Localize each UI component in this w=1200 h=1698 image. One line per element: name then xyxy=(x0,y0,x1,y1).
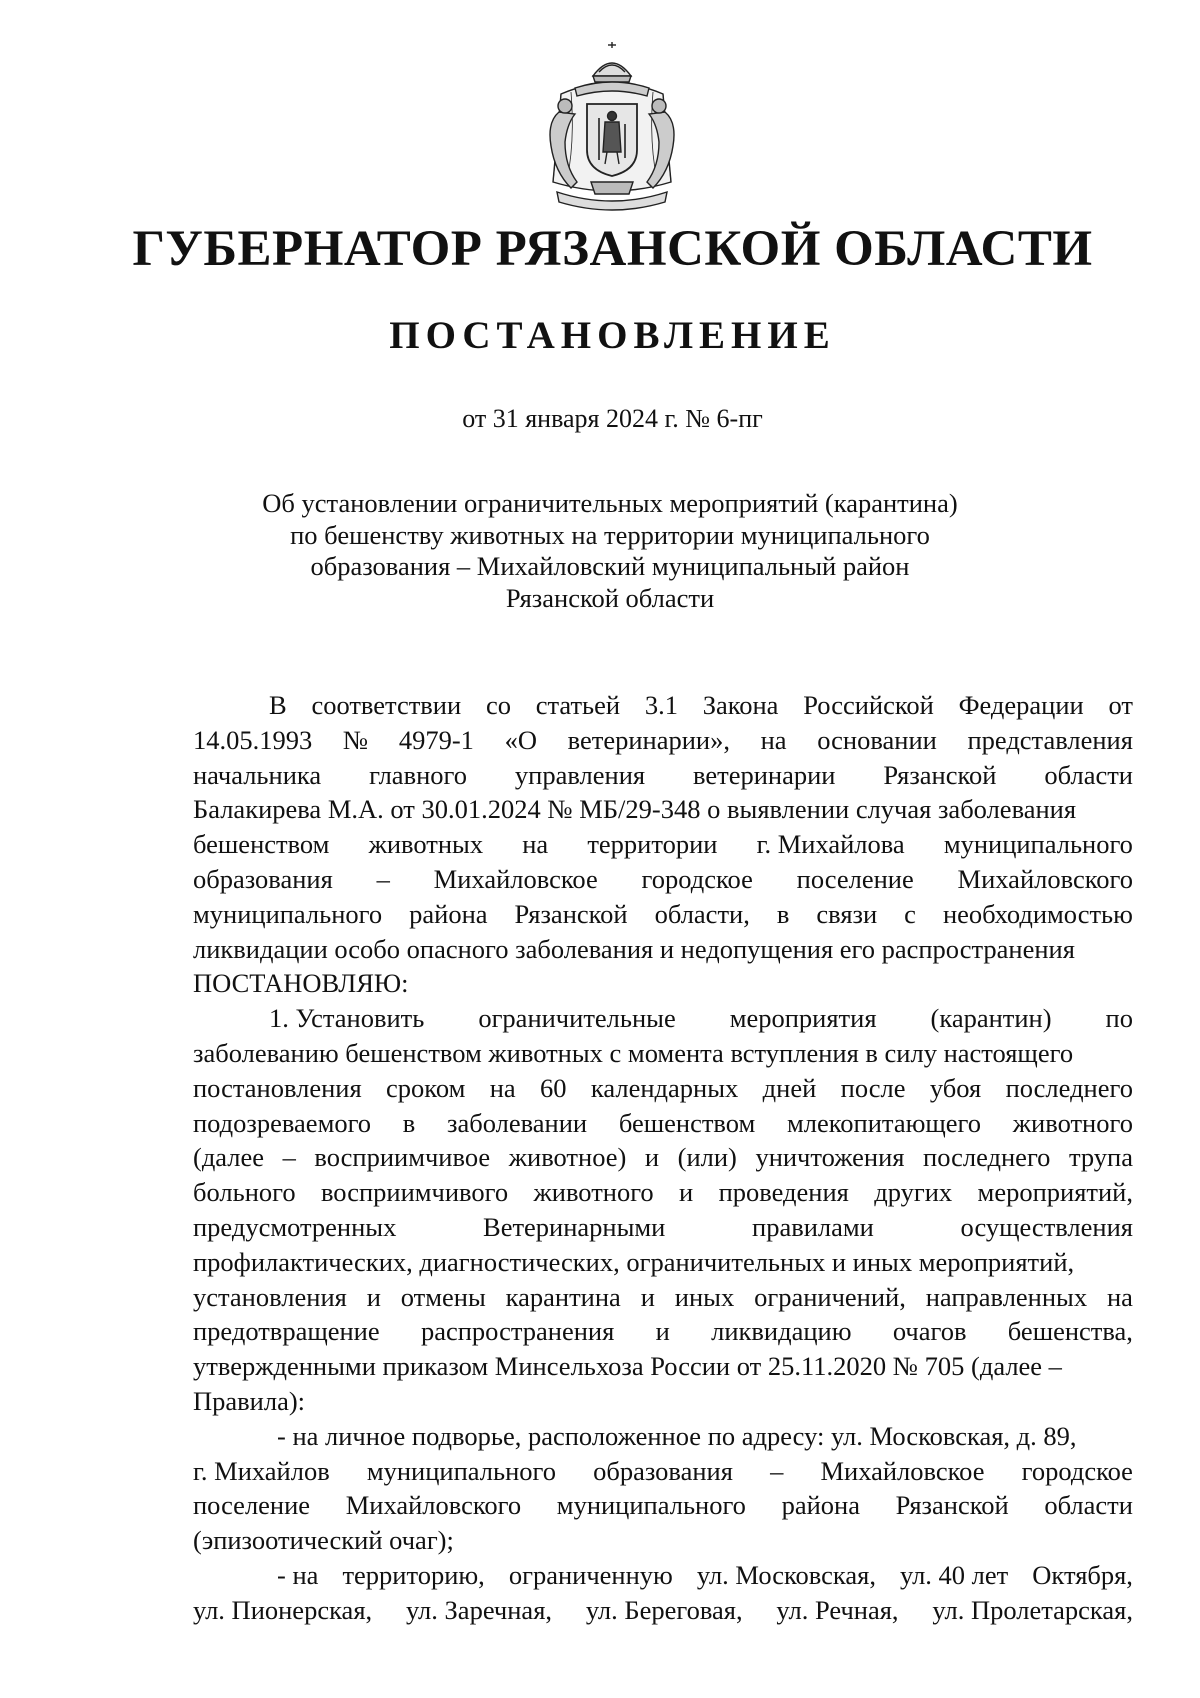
body-word: осуществления xyxy=(960,1211,1133,1242)
body-line xyxy=(193,792,1133,827)
body-word: и xyxy=(679,1177,694,1208)
body-word: и xyxy=(644,1142,660,1173)
body-word: по xyxy=(1105,1003,1133,1034)
body-word: Ветеринарными xyxy=(483,1211,666,1242)
body-word: мероприятия xyxy=(729,1003,877,1034)
coat-of-arms-emblem xyxy=(531,42,693,218)
body-word: главного xyxy=(369,759,467,790)
body-word: территорию, xyxy=(342,1559,485,1590)
body-word: после xyxy=(840,1072,906,1103)
body-word: Михайловское xyxy=(433,863,598,894)
body-word: Михайловское xyxy=(820,1455,985,1486)
body-line xyxy=(193,1314,1133,1349)
body-word: ул. Московская, xyxy=(696,1559,876,1590)
document-type-heading: ПОСТАНОВЛЕНИЕ xyxy=(389,314,836,357)
body-word: (далее xyxy=(193,1142,265,1173)
body-line xyxy=(193,1280,1133,1315)
body-word: - на личное подворье, расположенное по адресу: ул. Московская, д. 89, xyxy=(277,1420,1077,1451)
body-word: больного xyxy=(193,1177,296,1208)
body-word: трупа xyxy=(1068,1142,1133,1173)
body-word: (эпизоотический очаг); xyxy=(193,1525,454,1556)
body-line xyxy=(193,827,1133,862)
body-word: района xyxy=(781,1490,860,1521)
body-word: 60 xyxy=(540,1072,567,1103)
body-word: в xyxy=(402,1107,416,1138)
body-word: городское xyxy=(641,863,753,894)
body-word: ул. Береговая, xyxy=(585,1594,743,1625)
body-line xyxy=(193,1593,1133,1628)
body-word: Правила): xyxy=(193,1385,306,1416)
body-word: бешенством xyxy=(193,829,330,860)
body-word: – xyxy=(770,1455,784,1486)
body-word: проведения xyxy=(718,1177,849,1208)
body-word: животного xyxy=(533,1177,654,1208)
body-word: связи xyxy=(816,898,878,929)
body-line xyxy=(193,1106,1133,1141)
body-word: заболевании xyxy=(447,1107,588,1138)
body-word: ограниченную xyxy=(508,1559,673,1590)
body-word: в xyxy=(776,898,790,929)
body-line xyxy=(193,1349,1133,1384)
body-word: млекопитающего xyxy=(787,1107,982,1138)
body-word: 4979-1 xyxy=(398,724,474,755)
body-line xyxy=(193,862,1133,897)
body-word: утвержденными приказом Минсельхоза России от 25.11.2020 № 705 (далее – xyxy=(193,1351,1062,1382)
body-line xyxy=(193,1175,1133,1210)
body-word: г. Михайлова xyxy=(756,829,905,860)
body-word: восприимчивое xyxy=(314,1142,491,1173)
body-word: В xyxy=(269,690,287,720)
body-word: ул. 40 лет xyxy=(900,1559,1009,1590)
body-word: очагов xyxy=(892,1316,967,1347)
body-line xyxy=(193,1036,1133,1071)
body-word: животных xyxy=(368,829,484,860)
body-word: последнего xyxy=(1005,1072,1133,1103)
body-word: (или) xyxy=(677,1142,737,1173)
body-word: представления xyxy=(967,724,1133,755)
body-word: Михайловского xyxy=(345,1490,522,1521)
body-word: 14.05.1993 xyxy=(193,724,313,755)
body-line xyxy=(193,1558,1133,1593)
body-word: убоя xyxy=(929,1072,982,1103)
body-word: основании xyxy=(817,724,937,755)
body-word: ограничений, xyxy=(754,1281,906,1312)
body-line xyxy=(193,1523,1133,1558)
body-line xyxy=(193,1419,1133,1454)
body-line xyxy=(193,966,1133,1001)
body-word: – xyxy=(376,863,390,894)
body-word: области xyxy=(1044,759,1133,790)
body-word: Рязанской xyxy=(883,759,997,790)
body-word: необходимостью xyxy=(942,898,1133,929)
body-word: карантина xyxy=(505,1281,621,1312)
body-word: ограничительные xyxy=(478,1003,676,1034)
body-word: ул. Заречная, xyxy=(405,1594,553,1625)
subject-line: Рязанской области xyxy=(505,582,715,613)
body-word: со xyxy=(485,690,511,720)
body-word: постановления xyxy=(193,1072,362,1103)
body-word: иных xyxy=(674,1281,735,1312)
body-word: животного xyxy=(1012,1107,1133,1138)
body-word: ветеринарии», xyxy=(567,724,730,755)
body-word: дней xyxy=(762,1072,817,1103)
authority-heading: ГУБЕРНАТОР РЯЗАНСКОЙ ОБЛАСТИ xyxy=(132,221,1093,277)
body-word: района xyxy=(409,898,488,929)
subject-line: Об установлении ограничительных мероприятий (карантина) xyxy=(262,488,958,518)
body-word: Закона xyxy=(702,690,779,720)
body-word: распространения xyxy=(420,1316,615,1347)
body-word: мероприятий, xyxy=(977,1177,1133,1208)
body-line xyxy=(193,1210,1133,1245)
body-line xyxy=(193,1001,1133,1036)
body-line xyxy=(193,1454,1133,1489)
body-word: предотвращение xyxy=(193,1316,380,1347)
body-word: Федерации xyxy=(958,690,1084,720)
body-word: других xyxy=(874,1177,953,1208)
body-word: отмены xyxy=(400,1281,486,1312)
body-word: ликвидацию xyxy=(711,1316,852,1347)
body-word: направленных xyxy=(925,1281,1088,1312)
body-word: и xyxy=(640,1281,655,1312)
body-line xyxy=(193,1071,1133,1106)
body-word: муниципального xyxy=(943,829,1133,860)
body-word: 3.1 xyxy=(644,690,678,720)
body-word: на xyxy=(760,724,787,755)
body-line xyxy=(193,1140,1133,1175)
body-word: бешенства, xyxy=(1007,1316,1133,1347)
body-word: Рязанской xyxy=(514,898,628,929)
body-word: поселение xyxy=(193,1490,311,1521)
body-word: подозреваемого xyxy=(193,1107,372,1138)
body-word: области xyxy=(1044,1490,1133,1521)
document-date-number: от 31 января 2024 г. № 6-пг xyxy=(462,404,763,433)
body-word: соответствии xyxy=(311,690,462,720)
body-word: календарных xyxy=(590,1072,739,1103)
body-word: Российской xyxy=(803,690,934,720)
body-word: муниципального xyxy=(556,1490,746,1521)
body-word: образования xyxy=(593,1455,733,1486)
body-line xyxy=(193,758,1133,793)
body-word: Октября, xyxy=(1032,1559,1133,1590)
body-word: начальника xyxy=(193,759,322,790)
body-word: ул. Пролетарская, xyxy=(932,1594,1133,1625)
body-word: с xyxy=(904,898,916,929)
body-word: уничтожения xyxy=(755,1142,905,1173)
body-word: - на xyxy=(277,1559,319,1590)
body-word: статьей xyxy=(535,690,621,720)
body-word: ПОСТАНОВЛЯЮ: xyxy=(193,968,409,999)
body-word: (карантин) xyxy=(930,1003,1052,1034)
body-word: на xyxy=(1107,1281,1133,1312)
body-line xyxy=(193,723,1133,758)
document-body xyxy=(193,688,1133,1628)
body-word: заболеванию бешенством животных с момента вступления в силу настоящего xyxy=(193,1037,1074,1068)
body-line xyxy=(193,1384,1133,1419)
body-word: Балакирева М.А. от 30.01.2024 № МБ/29-348 о выявлении случая заболевания xyxy=(193,794,1077,825)
body-word: предусмотренных xyxy=(193,1211,397,1242)
body-word: ветеринарии xyxy=(693,759,836,790)
body-line xyxy=(193,932,1133,967)
body-word: сроком xyxy=(386,1072,466,1103)
body-word: образования xyxy=(193,863,333,894)
subject-line: образования – Михайловский муниципальный район xyxy=(310,551,910,581)
body-word: ул. Пионерская, xyxy=(193,1594,373,1625)
body-line xyxy=(193,688,1133,723)
body-word: Рязанской xyxy=(895,1490,1009,1521)
body-line xyxy=(193,897,1133,932)
body-word: животное) xyxy=(508,1142,627,1173)
body-word: ликвидации особо опасного заболевания и недопущения его распространения xyxy=(193,933,1075,964)
body-word: – xyxy=(282,1142,296,1173)
body-word: на xyxy=(522,829,549,860)
body-word: городское xyxy=(1021,1455,1133,1486)
body-word: «О xyxy=(504,724,537,755)
body-word: области, xyxy=(654,898,750,929)
body-line xyxy=(193,1488,1133,1523)
body-word: на xyxy=(489,1072,516,1103)
body-word: от xyxy=(1108,690,1133,720)
body-word: Михайловского xyxy=(957,863,1133,894)
subject-line: по бешенству животных на территории муниципального xyxy=(290,519,930,550)
body-line xyxy=(193,1245,1133,1280)
body-word: г. Михайлов xyxy=(193,1455,330,1486)
body-word: муниципального xyxy=(366,1455,556,1486)
body-word: и xyxy=(655,1316,670,1347)
body-word: и xyxy=(366,1281,381,1312)
document-subject xyxy=(250,488,970,614)
body-word: территории xyxy=(587,829,718,860)
body-word: правилами xyxy=(752,1211,874,1242)
body-word: 1. Установить xyxy=(269,1003,425,1034)
body-word: № xyxy=(342,724,369,755)
body-word: управления xyxy=(514,759,646,790)
body-word: поселение xyxy=(796,863,914,894)
body-word: профилактических, диагностических, ограничительных и иных мероприятий, xyxy=(193,1246,1075,1277)
body-word: последнего xyxy=(923,1142,1051,1173)
body-word: восприимчивого xyxy=(320,1177,509,1208)
body-word: муниципального xyxy=(193,898,383,929)
body-word: бешенством xyxy=(618,1107,756,1138)
body-word: ул. Речная, xyxy=(776,1594,899,1625)
body-word: установления xyxy=(193,1281,347,1312)
